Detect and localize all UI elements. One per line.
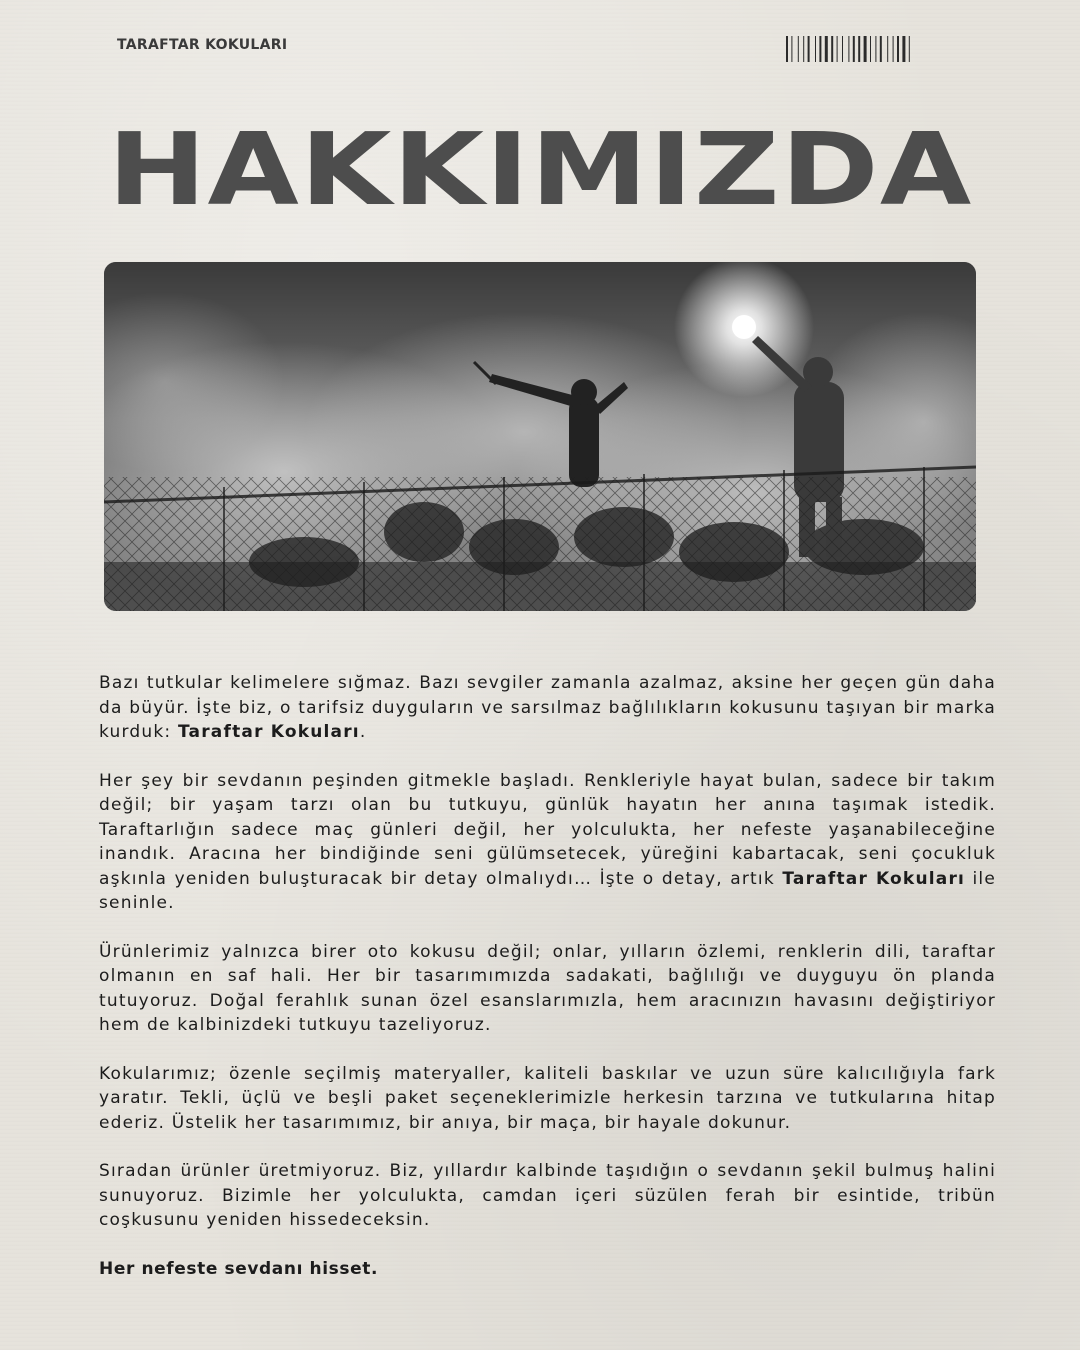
brand-mention: Taraftar Kokuları <box>782 868 966 889</box>
paragraph-story-end: ile seninle. <box>99 868 996 913</box>
paragraph-quality: Kokularımız; özenle seçilmiş materyaller, kaliteli baskılar ve uzun süre kalıcılığıyla fark yaratır. Tekli, üçlü ve beşli paket seçeneklerimizle herkesin tarzına ve tutkularına hitap ederiz. Üstelik her tasarımımız, bir anıya, bir maça, bir hayale dokunur. <box>99 1063 996 1133</box>
paragraph-intro <box>99 671 996 745</box>
barcode-icon <box>786 36 978 62</box>
paragraph-promise: Sıradan ürünler üretmiyoruz. Biz, yıllardır kalbinde taşıdığın o sevdanın şekil bulmuş halini sunuyoruz. Bizimle her yolculukta, camdan içeri süzülen ferah bir esintide, tribün coşkusunu yeniden hissedeceksin. <box>99 1161 996 1230</box>
paragraph-story <box>99 769 996 916</box>
brand-name: TARAFTAR KOKULARI <box>117 37 288 53</box>
paragraph-story-text: Her şey bir sevdanın peşinden gitmekle başladı. Renkleriyle hayat bulan, sadece bir takım değil; bir yaşam tarzı olan bu tutkuyu, günlük hayatın her anına taşımak istedik. Taraftarlığın sadece maç günleri değil, her yolculukta, her nefeste yaşanabileceğine inandık. Aracına her bindiğinde seni gülümsetecek, yüreğini kabartacak, seni çocukluk aşkınla yeniden buluşturacak bir detay olmalıydı… İşte o detay, artık <box>99 770 996 889</box>
paragraph-intro-end: . <box>359 722 367 742</box>
page-title: HAKKIMIZDA <box>107 111 973 228</box>
paragraph-products: Ürünlerimiz yalnızca birer oto kokusu değil; onlar, yılların özlemi, renklerin dili, taraftar olmanın en saf hali. Her bir tasarımımızda sadakati, bağlılığı ve duyguyu ön planda tutuyoruz. Doğal ferahlık sunan özel esanslarımızla, hem aracınızın havasını değiştiriyor hem de kalbinizdeki tutkuyu tazeliyoruz. <box>99 941 996 1035</box>
paragraph-intro-text: Bazı tutkular kelimelere sığmaz. Bazı sevgiler zamanla azalmaz, aksine her geçen gün daha da büyür. İşte biz, o tarifsiz duyguların ve sarsılmaz bağlılıkların kokusunu taşıyan bir marka kurduk: <box>99 673 996 742</box>
closing-slogan: Her nefeste sevdanı hisset. <box>99 1258 379 1279</box>
brand-mention: Taraftar Kokuları <box>177 722 360 742</box>
stadium-fans-flares-photo <box>104 262 976 611</box>
about-text <box>99 671 996 1305</box>
